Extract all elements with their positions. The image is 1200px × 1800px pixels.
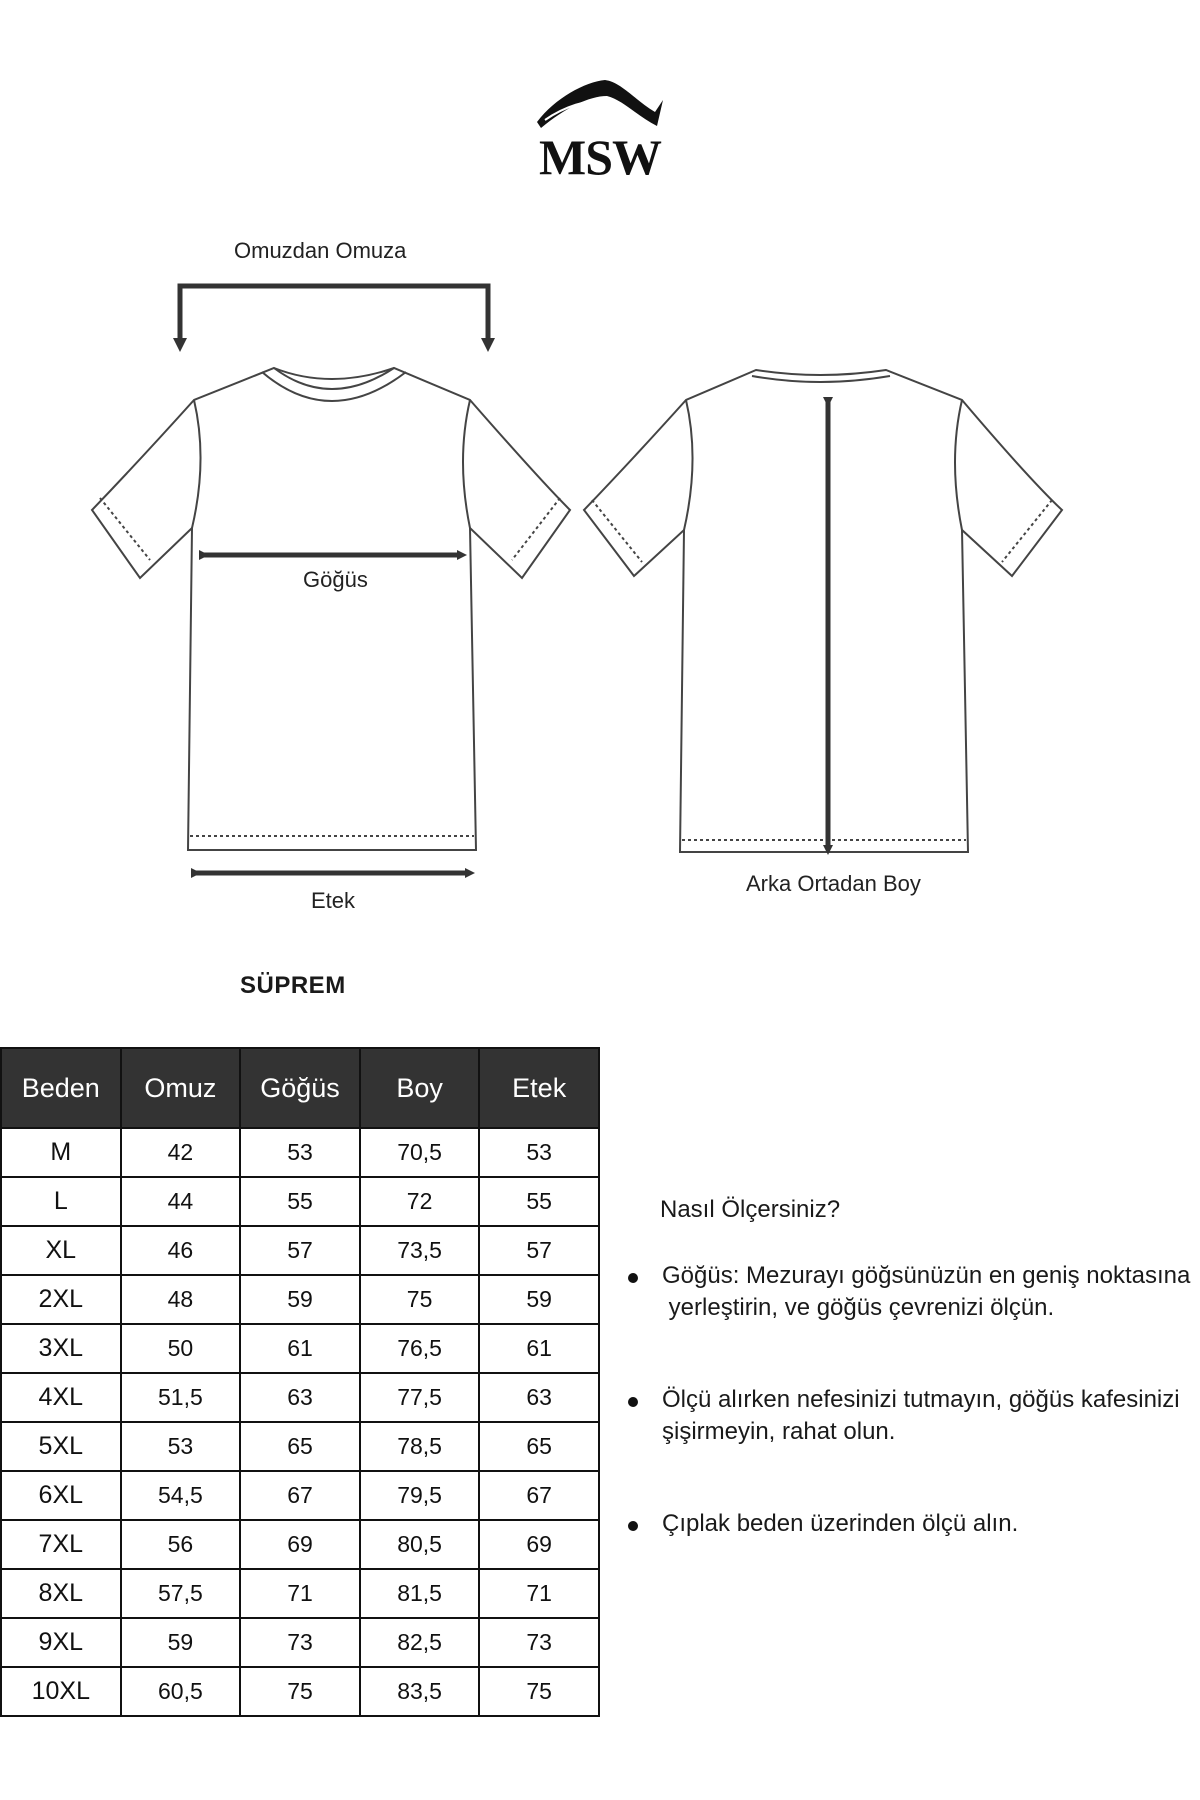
table-row — [1, 1177, 599, 1226]
cell-size: 3XL — [1, 1324, 121, 1373]
how-to-measure — [660, 1196, 1200, 1600]
cell-length: 72 — [360, 1177, 480, 1226]
cell-shoulder: 56 — [121, 1520, 241, 1569]
table-row — [1, 1471, 599, 1520]
instruction-line: Ölçü alırken nefesinizi tutmayın, göğüs kafesinizi — [662, 1386, 1180, 1413]
instruction-line: Çıplak beden üzerinden ölçü alın. — [662, 1510, 1019, 1537]
cell-shoulder: 54,5 — [121, 1471, 241, 1520]
cell-length: 81,5 — [360, 1569, 480, 1618]
cell-chest: 71 — [240, 1569, 360, 1618]
cell-shoulder: 59 — [121, 1618, 241, 1667]
cell-hem: 53 — [479, 1128, 599, 1177]
header-chest: Göğüs — [240, 1048, 360, 1128]
cell-shoulder: 44 — [121, 1177, 241, 1226]
cell-shoulder: 51,5 — [121, 1373, 241, 1422]
cell-length: 78,5 — [360, 1422, 480, 1471]
table-row — [1, 1128, 599, 1177]
cell-chest: 67 — [240, 1471, 360, 1520]
measurement-diagram — [0, 220, 1200, 940]
cell-size: M — [1, 1128, 121, 1177]
cell-length: 75 — [360, 1275, 480, 1324]
table-row — [1, 1324, 599, 1373]
table-row — [1, 1226, 599, 1275]
cell-hem: 63 — [479, 1373, 599, 1422]
instruction-line: şişirmeyin, rahat olun. — [662, 1418, 896, 1445]
table-row — [1, 1667, 599, 1716]
cell-length: 73,5 — [360, 1226, 480, 1275]
cell-size: 6XL — [1, 1471, 121, 1520]
cell-chest: 57 — [240, 1226, 360, 1275]
fabric-title: SÜPREM — [240, 972, 346, 999]
header-length: Boy — [360, 1048, 480, 1128]
cell-hem: 61 — [479, 1324, 599, 1373]
list-item — [660, 1260, 1200, 1324]
cell-shoulder: 53 — [121, 1422, 241, 1471]
cell-chest: 73 — [240, 1618, 360, 1667]
cell-hem: 57 — [479, 1226, 599, 1275]
table-body — [1, 1128, 599, 1716]
cell-chest: 75 — [240, 1667, 360, 1716]
cell-shoulder: 42 — [121, 1128, 241, 1177]
cell-shoulder: 57,5 — [121, 1569, 241, 1618]
instruction-line: yerleştirin, ve göğüs çevrenizi ölçün. — [662, 1294, 1055, 1321]
table-row — [1, 1569, 599, 1618]
cell-size: 5XL — [1, 1422, 121, 1471]
table-row — [1, 1618, 599, 1667]
cell-size: 10XL — [1, 1667, 121, 1716]
table-row — [1, 1275, 599, 1324]
cell-chest: 63 — [240, 1373, 360, 1422]
brand-name: MSW — [539, 129, 661, 185]
cell-hem: 55 — [479, 1177, 599, 1226]
cell-hem: 75 — [479, 1667, 599, 1716]
cell-length: 77,5 — [360, 1373, 480, 1422]
header-shoulder: Omuz — [121, 1048, 241, 1128]
cell-chest: 69 — [240, 1520, 360, 1569]
cell-chest: 55 — [240, 1177, 360, 1226]
cell-chest: 53 — [240, 1128, 360, 1177]
size-chart-table — [0, 1047, 600, 1717]
back-length-label: Arka Ortadan Boy — [746, 871, 921, 896]
bullet-icon — [628, 1273, 638, 1283]
list-item — [660, 1508, 1200, 1540]
cell-shoulder: 60,5 — [121, 1667, 241, 1716]
table-header-row — [1, 1048, 599, 1128]
cell-size: 4XL — [1, 1373, 121, 1422]
cell-chest: 59 — [240, 1275, 360, 1324]
cell-size: 9XL — [1, 1618, 121, 1667]
cell-hem: 59 — [479, 1275, 599, 1324]
shoulder-label: Omuzdan Omuza — [234, 238, 407, 263]
cell-length: 82,5 — [360, 1618, 480, 1667]
cell-shoulder: 46 — [121, 1226, 241, 1275]
cell-hem: 69 — [479, 1520, 599, 1569]
cell-length: 79,5 — [360, 1471, 480, 1520]
cell-length: 76,5 — [360, 1324, 480, 1373]
cell-size: L — [1, 1177, 121, 1226]
cell-size: 8XL — [1, 1569, 121, 1618]
shoulder-measure-bracket — [173, 286, 495, 352]
cell-hem: 71 — [479, 1569, 599, 1618]
cell-length: 70,5 — [360, 1128, 480, 1177]
hem-label: Etek — [311, 888, 356, 913]
cell-shoulder: 50 — [121, 1324, 241, 1373]
cell-hem: 65 — [479, 1422, 599, 1471]
cell-hem: 73 — [479, 1618, 599, 1667]
cell-shoulder: 48 — [121, 1275, 241, 1324]
header-size: Beden — [1, 1048, 121, 1128]
table-row — [1, 1373, 599, 1422]
cell-length: 83,5 — [360, 1667, 480, 1716]
cell-hem: 67 — [479, 1471, 599, 1520]
cell-chest: 61 — [240, 1324, 360, 1373]
back-tshirt — [584, 370, 1062, 852]
chest-label: Göğüs — [303, 567, 368, 592]
front-tshirt — [92, 368, 570, 850]
how-to-title: Nasıl Ölçersiniz? — [660, 1196, 841, 1223]
brand-logo — [525, 70, 675, 190]
header-hem: Etek — [479, 1048, 599, 1128]
bullet-icon — [628, 1397, 638, 1407]
bullet-icon — [628, 1521, 638, 1531]
instruction-line: Göğüs: Mezurayı göğsünüzün en geniş noktasına — [662, 1262, 1191, 1289]
cell-size: 2XL — [1, 1275, 121, 1324]
table-row — [1, 1422, 599, 1471]
cell-size: XL — [1, 1226, 121, 1275]
cell-chest: 65 — [240, 1422, 360, 1471]
cell-length: 80,5 — [360, 1520, 480, 1569]
cell-size: 7XL — [1, 1520, 121, 1569]
table-row — [1, 1520, 599, 1569]
list-item — [660, 1384, 1200, 1448]
